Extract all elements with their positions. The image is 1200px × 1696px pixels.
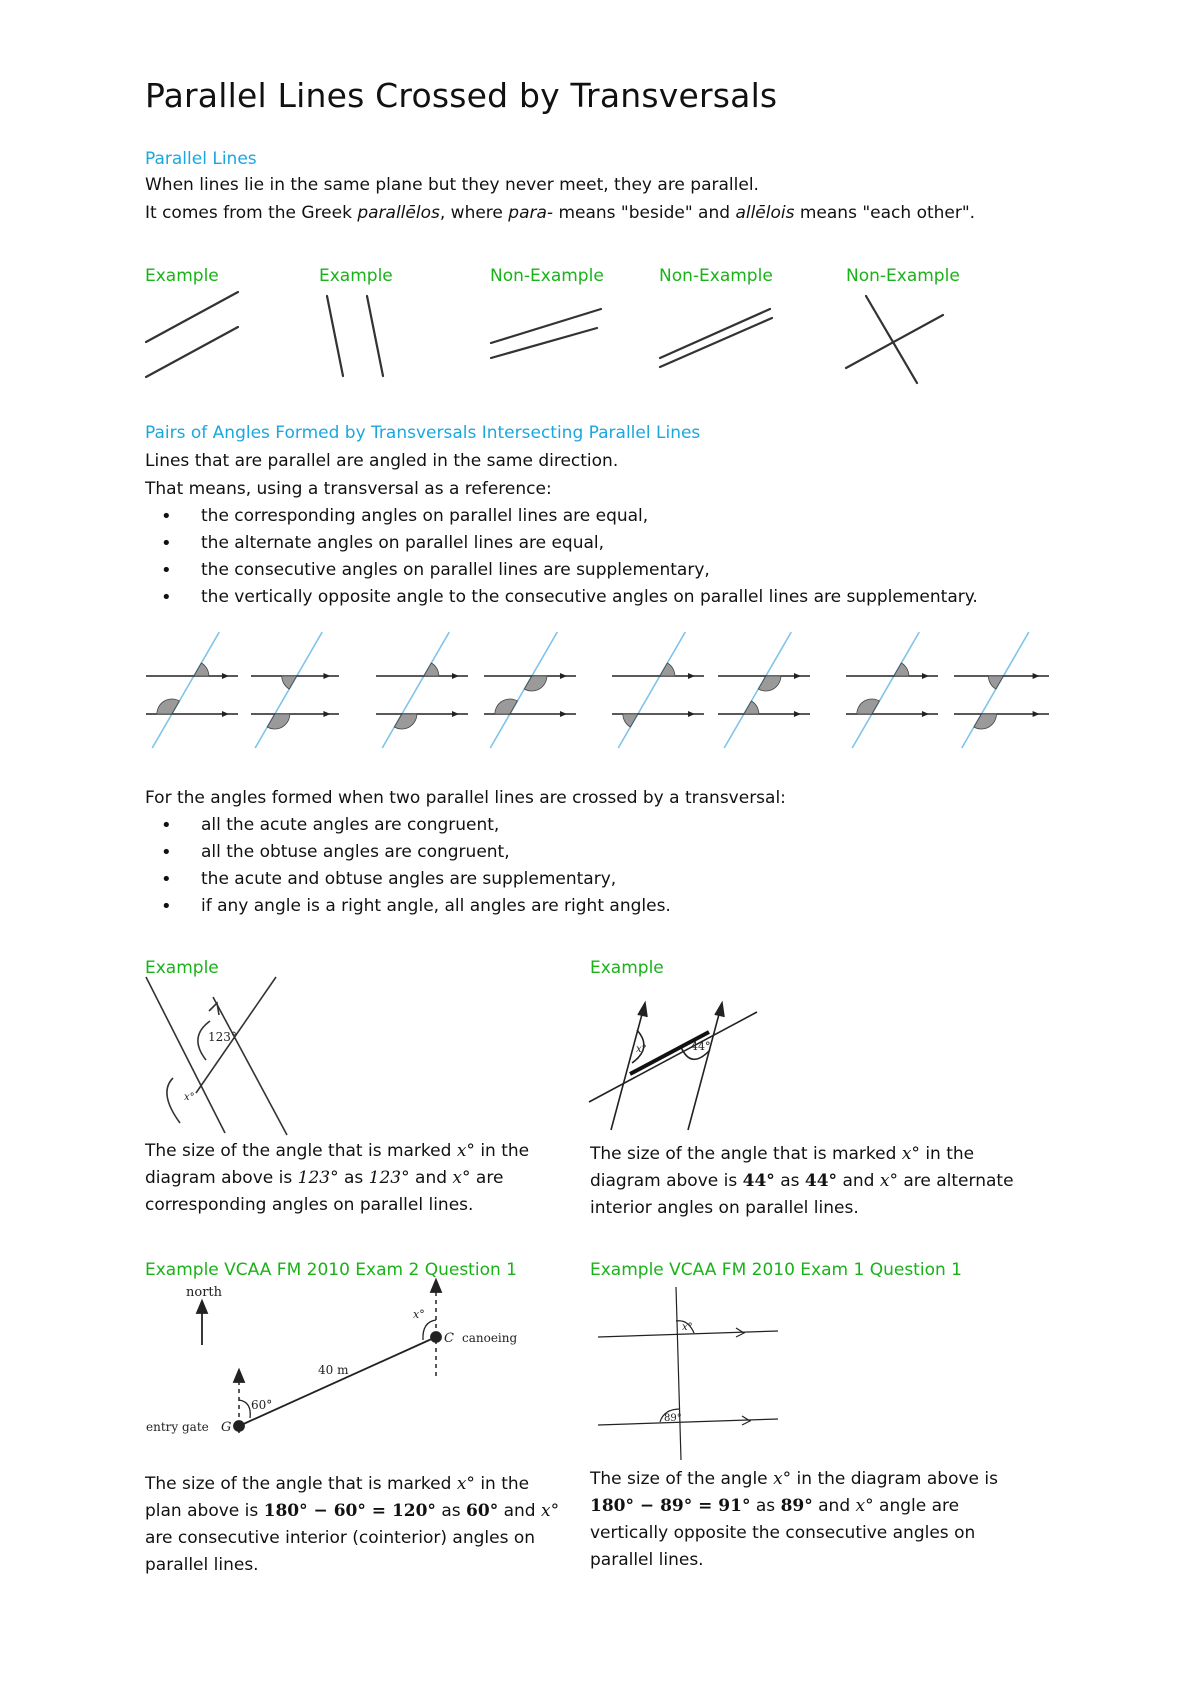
arrow-head <box>1033 673 1040 679</box>
arrow-head <box>638 1003 647 1017</box>
transversal-line <box>152 632 219 748</box>
explanation-line: parallel lines. <box>590 1550 704 1570</box>
angle-wedge <box>623 714 638 727</box>
angle-label-60: 60° <box>251 1398 273 1412</box>
example-label: Example <box>145 266 219 286</box>
list-item: • the acute and obtuse angles are supplementary, <box>145 866 671 893</box>
arrow-head <box>560 673 567 679</box>
list-item: • the corresponding angles on parallel lines are equal, <box>145 503 978 530</box>
parallel-line <box>598 1419 778 1425</box>
angle-wedge <box>988 676 1003 689</box>
explanation-line <box>145 1498 575 1525</box>
text-part: and <box>409 1168 453 1188</box>
arrow-head <box>222 711 229 717</box>
math-x: x° <box>541 1501 560 1521</box>
transversal-line <box>676 1287 681 1460</box>
canoeing-label: canoeing <box>462 1331 518 1345</box>
example3-explanation <box>145 1471 575 1579</box>
list-item: • the consecutive angles on parallel lines are supplementary, <box>145 557 978 584</box>
etymology-part: , where <box>439 203 509 223</box>
definition-text: When lines lie in the same plane but they never meet, they are parallel. <box>145 175 759 195</box>
example-label: Example <box>319 266 393 286</box>
section-heading-angle-pairs: Pairs of Angles Formed by Transversals Intersecting Parallel Lines <box>145 423 701 443</box>
text-part: and <box>498 1501 541 1521</box>
text-part: angle are <box>873 1496 960 1516</box>
point-c-label: C <box>444 1331 454 1346</box>
parallel-line <box>213 997 287 1135</box>
arrow-head <box>922 673 929 679</box>
example2-explanation <box>590 1141 1020 1222</box>
angle-label-123: 123° <box>208 1030 237 1044</box>
non-example-label: Non-Example <box>846 266 960 286</box>
text-part: in the <box>474 1141 530 1161</box>
angle-pair-diagrams <box>0 640 1200 750</box>
example4-explanation <box>590 1466 1020 1574</box>
text-part: diagram above is <box>590 1171 743 1191</box>
example-label: Example <box>145 958 219 978</box>
arrow-head <box>794 711 801 717</box>
page-title: Parallel Lines Crossed by Transversals <box>145 76 778 115</box>
arrow-head <box>560 711 567 717</box>
arrow-head <box>715 1003 724 1017</box>
text-part: in the diagram above is <box>791 1469 998 1489</box>
transversal-line <box>255 632 322 748</box>
example1-diagram <box>140 975 300 1145</box>
text-part: The size of the angle that is marked <box>590 1144 902 1164</box>
angle-wedge <box>660 663 675 676</box>
list-item: • all the obtuse angles are congruent, <box>145 839 671 866</box>
math-value: 60° <box>466 1501 499 1521</box>
math-x: x° <box>855 1496 874 1516</box>
arrow-head <box>452 673 459 679</box>
point-g-label: G <box>221 1420 232 1435</box>
explanation-line <box>145 1471 575 1498</box>
text-part: in the <box>919 1144 975 1164</box>
text-part: and <box>812 1496 856 1516</box>
math-value: 89° <box>780 1496 813 1516</box>
text-part: as <box>338 1168 369 1188</box>
arrow-head <box>234 1370 244 1382</box>
parallel-line <box>688 1003 722 1130</box>
text-part: The size of the angle that is marked <box>145 1141 457 1161</box>
math-x: x° <box>879 1171 898 1191</box>
angle-label-89: 89° <box>664 1413 682 1424</box>
list-item: • if any angle is a right angle, all angles are right angles. <box>145 893 671 920</box>
congruence-list <box>145 812 671 920</box>
explanation-line <box>145 1165 565 1192</box>
list-item: • all the acute angles are congruent, <box>145 812 671 839</box>
angle-wedge <box>857 699 880 714</box>
figure-line <box>367 296 383 376</box>
math-value: 44° <box>804 1171 838 1191</box>
arrow-head <box>323 673 330 679</box>
transversal-line <box>589 1012 757 1102</box>
explanation-line <box>145 1138 565 1165</box>
explanation-line <box>590 1493 1020 1520</box>
figure-line <box>491 328 597 358</box>
non-example-label: Non-Example <box>659 266 773 286</box>
angle-label-x: x° <box>413 1308 425 1321</box>
figure-line <box>327 296 343 376</box>
figure-line <box>866 296 917 383</box>
text-part: are alternate <box>897 1171 1014 1191</box>
angle-arc <box>239 1400 250 1418</box>
etymology-part: means "each other". <box>794 203 976 223</box>
angle-label-x: x° <box>682 1322 693 1333</box>
angle-wedge <box>394 714 417 729</box>
angle-pairs-text: That means, using a transversal as a reference: <box>145 479 552 499</box>
example3-diagram <box>140 1280 560 1450</box>
example1-explanation <box>145 1138 565 1219</box>
explanation-line: corresponding angles on parallel lines. <box>145 1195 474 1215</box>
angle-label-44: 44° <box>691 1040 711 1053</box>
example2-diagram <box>585 990 765 1140</box>
arrow-head <box>794 673 801 679</box>
congruence-intro: For the angles formed when two parallel lines are crossed by a transversal: <box>145 788 786 808</box>
greek-prefix: para- <box>508 203 554 223</box>
angle-wedge <box>974 714 997 729</box>
angle-wedge <box>495 699 518 714</box>
text-part: plan above is <box>145 1501 264 1521</box>
transversal-line <box>382 632 449 748</box>
explanation-line: interior angles on parallel lines. <box>590 1198 859 1218</box>
math-x: x° <box>456 1474 475 1494</box>
arrow-head <box>197 1301 207 1313</box>
math-x: x° <box>456 1141 475 1161</box>
arrow-head <box>688 711 695 717</box>
example-label: Example VCAA FM 2010 Exam 2 Question 1 <box>145 1260 517 1280</box>
arrow-head <box>922 711 929 717</box>
list-item: • the alternate angles on parallel lines are equal, <box>145 530 978 557</box>
angle-wedge <box>894 663 909 676</box>
etymology-part: means "beside" and <box>553 203 736 223</box>
path-line <box>239 1337 436 1426</box>
list-item: • the vertically opposite angle to the consecutive angles on parallel lines are supplementary. <box>145 584 978 611</box>
text-part: The size of the angle that is marked <box>145 1474 457 1494</box>
distance-label: 40 m <box>318 1363 349 1377</box>
figure-line <box>660 318 772 367</box>
example4-diagram <box>590 1285 790 1465</box>
math-x: x° <box>773 1469 792 1489</box>
north-label: north <box>186 1285 223 1300</box>
angle-pairs-text: Lines that are parallel are angled in the same direction. <box>145 451 619 471</box>
figure-line <box>660 309 770 358</box>
text-part: as <box>774 1171 805 1191</box>
angle-wedge <box>744 701 759 714</box>
angle-wedge <box>194 663 209 676</box>
text-part: The size of the angle <box>590 1469 774 1489</box>
arrow-head <box>222 673 229 679</box>
example-label: Example <box>590 958 664 978</box>
transversal-line <box>962 632 1029 748</box>
angle-wedge <box>267 714 290 729</box>
text-part: are <box>470 1168 504 1188</box>
explanation-line <box>590 1141 1020 1168</box>
angle-wedge <box>282 676 297 689</box>
etymology-part: It comes from the Greek <box>145 203 358 223</box>
transversal-line <box>852 632 919 748</box>
explanation-line: vertically opposite the consecutive angles on <box>590 1523 976 1543</box>
arrow-head <box>209 1003 219 1015</box>
text-part: and <box>837 1171 880 1191</box>
math-value: 123° <box>297 1168 339 1188</box>
parallel-line-figures <box>0 0 1200 400</box>
math-value: 180° − 89° = 91° <box>590 1496 751 1516</box>
transversal-line <box>490 632 557 748</box>
math-value: 123° <box>368 1168 410 1188</box>
angle-wedge <box>157 699 180 714</box>
greek-word: parallēlos <box>357 203 440 223</box>
angle-pairs-list <box>145 503 978 611</box>
arrow-head <box>452 711 459 717</box>
non-example-label: Non-Example <box>490 266 604 286</box>
arrow-head <box>323 711 330 717</box>
text-part: as <box>435 1501 467 1521</box>
angle-label-x: x° <box>184 1092 195 1103</box>
text-part: in the <box>474 1474 530 1494</box>
transversal-line <box>618 632 685 748</box>
explanation-line <box>590 1466 1020 1493</box>
greek-word: allēlois <box>735 203 795 223</box>
math-value: 180° − 60° = 120° <box>263 1501 436 1521</box>
arrow-head <box>431 1280 441 1292</box>
math-value: 44° <box>742 1171 775 1191</box>
figure-line <box>491 309 601 343</box>
angle-label-x: x° <box>636 1044 647 1055</box>
angle-wedge <box>524 676 547 691</box>
explanation-line <box>590 1168 1020 1195</box>
angle-wedge <box>758 676 781 691</box>
section-heading-parallel-lines: Parallel Lines <box>145 149 257 169</box>
gate-label: entry gate <box>146 1420 209 1434</box>
angle-wedge <box>424 663 439 676</box>
math-x: x° <box>901 1144 920 1164</box>
angle-arc <box>167 1078 180 1123</box>
figure-line <box>846 315 943 368</box>
example-label: Example VCAA FM 2010 Exam 1 Question 1 <box>590 1260 962 1280</box>
transversal-line <box>146 977 225 1133</box>
math-x: x° <box>452 1168 471 1188</box>
transversal-line <box>724 632 791 748</box>
text-part: diagram above is <box>145 1168 298 1188</box>
text-part: as <box>750 1496 781 1516</box>
arrow-head <box>688 673 695 679</box>
arrow-head <box>1033 711 1040 717</box>
explanation-line: are consecutive interior (cointerior) angles on <box>145 1528 536 1548</box>
explanation-line: parallel lines. <box>145 1555 259 1575</box>
